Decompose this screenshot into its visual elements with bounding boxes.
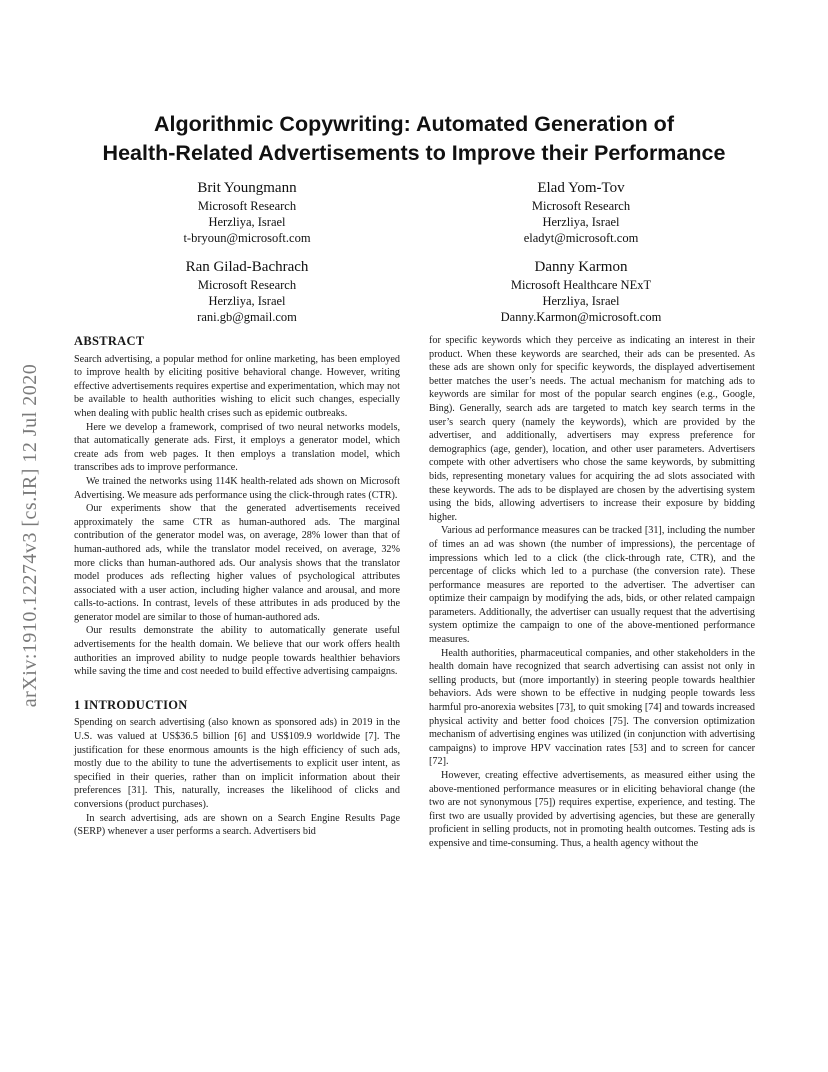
author-email: eladyt@microsoft.com: [523, 231, 639, 245]
introduction-heading: 1 INTRODUCTION: [74, 697, 188, 712]
body-paragraph: Health authorities, pharmaceutical companies, and other stakeholders in the health domain have recognized that search advertising can assist not only in selling products, but (more importantly) in steering people towards healthier behaviors. Ads were shown to be effective in nudging people towards less harmful pro-anorexia websites [73], to quit smoking [74] and towards increased physical activity and better food choices [75]. The conversion optimization mechanism of advertising engines was utilized (in conjunction with advertising campaigns) to improve HPV vaccination rates [53] and to screen for cancer [72].: [429, 647, 755, 768]
body-paragraph: However, creating effective advertisements, as measured either using the above-mentioned performance measures or in eliciting behavioral change (the two are not synonymous [75]) requires expertise, experience, and testing. The first two are usually provided by advertising agencies, but these are generally proficient in selling products, not in promoting health outcomes. Testing ads is expensive and time-consuming. Thus, a health agency without the: [429, 770, 755, 849]
abstract-paragraph: We trained the networks using 114K health-related ads shown on Microsoft Advertising. We measure ads performance using the click-through rates (CTR).: [74, 475, 400, 501]
author-email: Danny.Karmon@microsoft.com: [500, 310, 662, 324]
author-name: Elad Yom-Tov: [537, 180, 625, 196]
body-paragraph: Various ad performance measures can be tracked [31], including the number of times an ad was shown (the number of impressions), the percentage of impressions which led to a click (the click-through rate, CTR), and the percentage of clicks which led to a purchase (the conversion rate). These performance measures are reported to the advertiser. The advertiser can optimize their campaign by modifying the ads, bids, or other related campaign parameters. Additionally, the advertiser can usually request that the advertising system optimize the campaign to one of the above-mentioned performance measures.: [429, 525, 755, 646]
abstract-paragraph: Search advertising, a popular method for online marketing, has been employed to improve health by eliciting positive behavioral change. However, writing effective advertisements requires expertise and experimentation, which may not be available to health authorities wishing to elicit such changes, especially when dealing with public health crises such as epidemic outbreaks.: [74, 353, 400, 419]
author-block: [451, 179, 711, 246]
author-name: Danny Karmon: [534, 259, 628, 275]
abstract-paragraph: Our experiments show that the generated advertisements received approximately the same CTR as human-authored ads. The marginal contribution of the generator model was, on average, 28% lower than that of human-authored ads, while the translator model received, on average, 32% more clicks than human-authored ads. Our analysis shows that the translator model produces ads reflecting higher values of psychological attributes associated with a user action, including higher valance and arousal, and more calls-to-actions. In contrast, levels of these attributes in ads produced by the generator model are similar to those of human-authored ads.: [74, 503, 400, 623]
right-column: [429, 334, 755, 851]
title-line-2: Health-Related Advertisements to Improve their Performance: [102, 141, 726, 165]
abstract-heading: ABSTRACT: [74, 334, 145, 348]
author-affiliation: Microsoft Research: [197, 278, 297, 292]
author-location: Herzliya, Israel: [208, 215, 286, 229]
introduction-paragraph: In search advertising, ads are shown on a Search Engine Results Page (SERP) whenever a user performs a search. Advertisers bid: [74, 812, 400, 838]
title-line-1: Algorithmic Copywriting: Automated Generation of: [154, 112, 674, 136]
author-block: [117, 179, 377, 246]
arxiv-identifier: [14, 310, 48, 760]
author-email: rani.gb@gmail.com: [197, 310, 297, 324]
abstract-paragraph: Here we develop a framework, comprised of two neural networks models, that automatically generate ads. First, it employs a generator model, which create ads from web pages. It then employs a translation model, which transcribes ads to improve performance.: [74, 421, 400, 474]
author-affiliation: Microsoft Research: [531, 199, 631, 213]
introduction-paragraph: Spending on search advertising (also known as sponsored ads) in 2019 in the U.S. was valued at US$36.5 billion [6] and US$109.9 worldwide [7]. The justification for these enormous amounts is the high efficiency of such ads, mostly due to the ability to tune the advertisements to explicit user intent, as specified in their queries, rather than on implicit information about their preferences [31]. This, naturally, increases the likelihood of clicks and conversions (product purchases).: [74, 717, 400, 810]
author-name: Ran Gilad-Bachrach: [185, 259, 309, 275]
author-email: t-bryoun@microsoft.com: [183, 231, 311, 245]
author-name: Brit Youngmann: [197, 180, 297, 196]
author-location: Herzliya, Israel: [208, 294, 286, 308]
body-paragraph: for specific keywords which they perceive as indicating an interest in their product. When these keywords are searched, their ads can be presented. As these ads are shown only for specific keywords, the displayed advertisement better matches the user’s needs. The actual mechanism for matching ads to keywords are similar for most of the popular search engines (e.g., Google, Bing). Generally, search ads are targeted to match key search terms in the user’s search query (namely the keywords), which are provided by the advertiser, and additionally, advertisers may express preference for demographics (age, gender), location, and other user parameters. Advertisers compete with other advertisers who chose the same keywords, by submitting bids, representing monetary values for acquiring the ad slots associated with these keywords. The ads to be displayed are chosen by the advertising system using the bids, allowing advertisers to increase their exposure by bidding higher.: [429, 335, 755, 523]
author-affiliation: Microsoft Research: [197, 199, 297, 213]
arxiv-identifier-text: arXiv:1910.12274v3 [cs.IR] 12 Jul 2020: [19, 363, 42, 707]
author-block: [451, 258, 711, 325]
author-location: Herzliya, Israel: [542, 294, 620, 308]
abstract-paragraph: Our results demonstrate the ability to automatically generate useful advertisements for the health domain. We believe that our work offers health authorities an improved ability to nudge people towards healthier behaviors while saving the time and cost needed to build effective advertising campaigns.: [74, 625, 400, 678]
author-location: Herzliya, Israel: [542, 215, 620, 229]
author-block: [117, 258, 377, 325]
author-affiliation: Microsoft Healthcare NExT: [510, 278, 652, 292]
paper-title: [60, 110, 768, 168]
left-column: [74, 335, 400, 839]
